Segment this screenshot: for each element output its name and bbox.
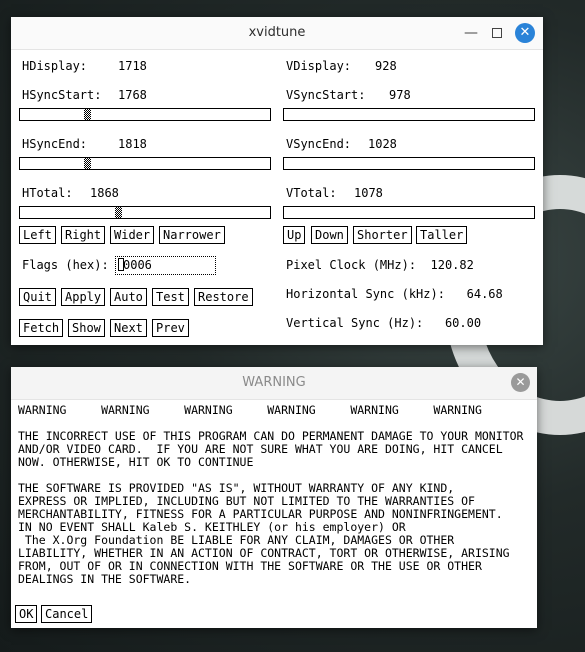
auto-button-label: Auto [114, 290, 143, 304]
vdisplay-value: 928 [375, 59, 397, 73]
warning-dialog [11, 367, 537, 628]
vsyncend-slider[interactable] [283, 157, 535, 170]
next-button[interactable] [110, 319, 147, 337]
vsyncstart-label: VSyncStart: [286, 88, 366, 102]
vsyncend-value: 1028 [368, 137, 397, 151]
vtotal-slider[interactable] [283, 206, 535, 219]
wider-button[interactable] [110, 226, 154, 244]
hsyncstart-value: 1768 [118, 88, 147, 102]
left-button-label: Left [23, 228, 52, 242]
vsyncstart-slider[interactable] [283, 108, 535, 121]
hdisplay-label: HDisplay: [22, 59, 88, 73]
narrower-button-label: Narrower [163, 228, 221, 242]
restore-button-label: Restore [198, 290, 249, 304]
show-button-label: Show [72, 321, 101, 335]
down-button[interactable] [311, 226, 348, 244]
up-button[interactable] [283, 226, 305, 244]
taller-button-label: Taller [420, 228, 464, 242]
vtotal-label: VTotal: [286, 186, 337, 200]
cancel-button[interactable] [41, 605, 92, 623]
htotal-slider[interactable] [19, 206, 271, 219]
vsyncstart-value: 978 [389, 88, 411, 102]
prev-button-label: Prev [156, 321, 185, 335]
test-button[interactable] [152, 288, 189, 306]
wider-button-label: Wider [114, 228, 151, 242]
hsyncstart-slider[interactable] [19, 108, 271, 121]
quit-button[interactable] [19, 288, 56, 306]
hdisplay-value: 1718 [118, 59, 147, 73]
up-button-label: Up [287, 228, 302, 242]
hsyncstart-slider-thumb[interactable] [84, 109, 91, 120]
narrower-button[interactable] [159, 226, 225, 244]
warning-paragraph-1: THE INCORRECT USE OF THIS PROGRAM CAN DO PERMANENT DAMAGE TO YOUR MONITOR AND/OR VIDEO CARD. IF YOU ARE NOT SURE WHAT YOU ARE DOING, HIT CANCEL NOW. OTHERWISE, HIT OK TO CONTINUE [18, 429, 524, 469]
warning-banner: WARNING WARNING WARNING WARNING WARNING WARNING [18, 403, 482, 417]
left-button[interactable] [19, 226, 56, 244]
quit-button-label: Quit [23, 290, 52, 304]
next-button-label: Next [114, 321, 143, 335]
warning-titlebar[interactable] [11, 367, 537, 400]
vtotal-value: 1078 [354, 186, 383, 200]
test-button-label: Test [156, 290, 185, 304]
shorter-button-label: Shorter [357, 228, 408, 242]
hsyncend-slider-thumb[interactable] [84, 158, 91, 169]
right-button-label: Right [65, 228, 102, 242]
shorter-button[interactable] [353, 226, 412, 244]
auto-button[interactable] [110, 288, 147, 306]
ok-button-label: OK [19, 607, 34, 621]
fetch-button-label: Fetch [23, 321, 60, 335]
down-button-label: Down [315, 228, 344, 242]
fetch-button[interactable] [19, 319, 63, 337]
right-button[interactable] [61, 226, 105, 244]
apply-button[interactable] [61, 288, 105, 306]
show-button[interactable] [68, 319, 105, 337]
warning-paragraph-2: THE SOFTWARE IS PROVIDED "AS IS", WITHOUT WARRANTY OF ANY KIND, EXPRESS OR IMPLIED, INCLUDING BUT NOT LIMITED TO THE WARRANTIES OF MERCHANTABILITY, FITNESS FOR A PARTICULAR PURPOSE AND NONINFRINGEMENT. IN NO EVENT SHALL Kaleb S. KEITHLEY (or his employer) OR The X.Org Foundation BE LIABLE FOR ANY CLAIM, DAMAGES OR OTHER LIABILITY, WHETHER IN AN ACTION OF CONTRACT, TORT OR OTHERWISE, ARISING FROM, OUT OF OR IN CONNECTION WITH THE SOFTWARE OR THE USE OR OTHER DEALINGS IN THE SOFTWARE. [18, 481, 510, 586]
close-icon[interactable]: ✕ [511, 373, 530, 392]
hsyncend-value: 1818 [118, 137, 147, 151]
htotal-value: 1868 [90, 186, 119, 200]
warning-title: WARNING [242, 375, 306, 390]
close-icon[interactable]: ✕ [515, 23, 535, 43]
htotal-label: HTotal: [22, 186, 73, 200]
htotal-slider-thumb[interactable] [115, 207, 122, 218]
hsyncend-label: HSyncEnd: [22, 137, 88, 151]
apply-button-label: Apply [65, 290, 102, 304]
flags-label: Flags (hex): [22, 258, 109, 272]
vertical-sync-readout: Vertical Sync (Hz): 60.00 [286, 316, 482, 330]
prev-button[interactable] [152, 319, 189, 337]
flags-value: 0006 [123, 258, 152, 272]
vsyncend-label: VSyncEnd: [286, 137, 352, 151]
taller-button[interactable] [416, 226, 467, 244]
hsyncend-slider[interactable] [19, 157, 271, 170]
xvidtune-body [11, 17, 543, 345]
cancel-button-label: Cancel [45, 607, 89, 621]
vdisplay-label: VDisplay: [286, 59, 352, 73]
hsyncstart-label: HSyncStart: [22, 88, 102, 102]
ok-button[interactable] [15, 605, 37, 623]
horizontal-sync-readout: Horizontal Sync (kHz): 64.68 [286, 287, 503, 301]
pixel-clock-readout: Pixel Clock (MHz): 120.82 [286, 258, 474, 272]
restore-button[interactable] [194, 288, 253, 306]
xvidtune-window [11, 17, 543, 345]
minimize-icon[interactable]: — [464, 25, 478, 41]
window-title: xvidtune [248, 25, 306, 40]
flags-input[interactable] [115, 256, 216, 275]
